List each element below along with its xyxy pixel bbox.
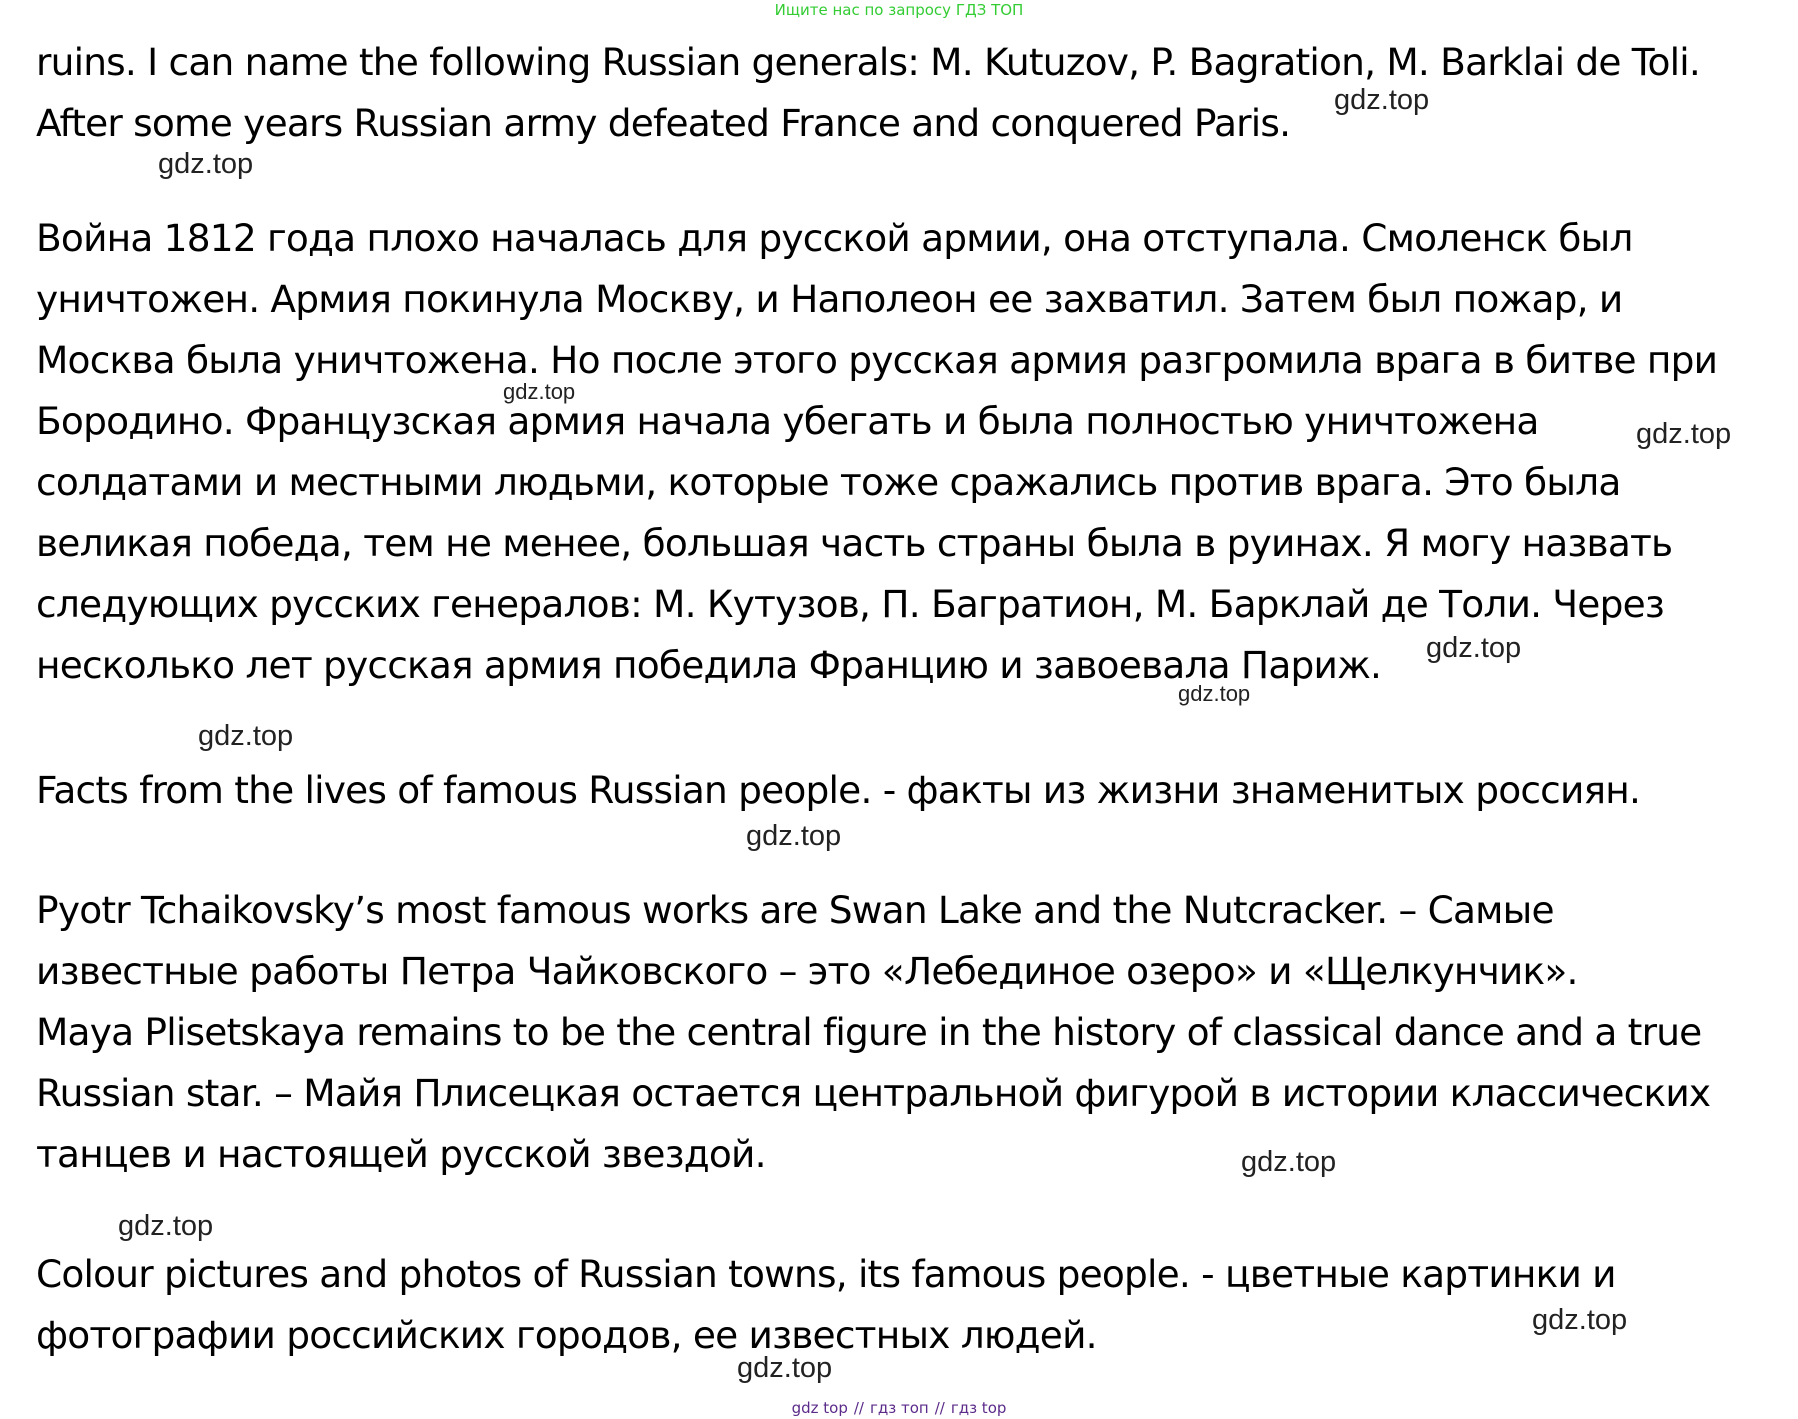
watermark: gdz.top <box>1426 632 1522 664</box>
text-line: известные работы Петра Чайковского – это «Лебединое озеро» и «Щелкунчик». <box>36 949 1578 993</box>
watermark: gdz.top <box>746 820 842 852</box>
text-line: Война 1812 года плохо началась для русской армии, она отступала. Смоленск был <box>36 216 1633 260</box>
text-line: солдатами и местными людьми, которые тоже сражались против врага. Это была <box>36 460 1621 504</box>
text-line: Бородино. Французская армия начала убегать и была полностью уничтожена <box>36 399 1539 443</box>
watermark: gdz.top <box>737 1352 833 1384</box>
watermark: gdz.top <box>1636 418 1732 450</box>
footer-link[interactable]: гдз топ <box>869 1399 929 1417</box>
paragraph-famous-people <box>36 880 1776 1185</box>
text-line: следующих русских генералов: М. Кутузов, П. Багратион, М. Барклай де Толи. Через <box>36 582 1664 626</box>
text-line: Москва была уничтожена. Но после этого русская армия разгромила врага в битве при <box>36 338 1718 382</box>
paragraph-russian-war-1812 <box>36 208 1776 696</box>
text-line: Colour pictures and photos of Russian towns, its famous people. - цветные картинки и <box>36 1252 1616 1296</box>
text-line: Facts from the lives of famous Russian people. - факты из жизни знаменитых россиян. <box>36 768 1641 812</box>
paragraph-colour-pictures <box>36 1244 1776 1366</box>
footer-separator: // <box>853 1399 864 1417</box>
footer-link[interactable]: гдз top <box>950 1399 1007 1417</box>
text-line: Maya Plisetskaya remains to be the central figure in the history of classical dance and a true <box>36 1010 1702 1054</box>
paragraph-facts-heading <box>36 760 1776 821</box>
text-line: несколько лет русская армия победила Францию и завоевала Париж. <box>36 643 1382 687</box>
text-line: танцев и настоящей русской звездой. <box>36 1132 766 1176</box>
watermark: gdz.top <box>1334 84 1430 116</box>
watermark: gdz.top <box>198 720 294 752</box>
text-line: ruins. I can name the following Russian generals: M. Kutuzov, P. Bagration, M. Barklai de Toli. <box>36 40 1700 84</box>
watermark: gdz.top <box>1178 681 1251 706</box>
text-line: Russian star. – Майя Плисецкая остается центральной фигурой в истории классических <box>36 1071 1711 1115</box>
watermark: gdz.top <box>1241 1146 1337 1178</box>
watermark: gdz.top <box>158 148 254 180</box>
footer-links <box>0 1399 1798 1417</box>
footer-separator: // <box>934 1399 945 1417</box>
paragraph-english-generals <box>36 32 1776 154</box>
search-hint-link[interactable]: Ищите нас по запросу ГДЗ ТОП <box>774 1 1024 19</box>
text-line: уничтожен. Армия покинула Москву, и Наполеон ее захватил. Затем был пожар, и <box>36 277 1623 321</box>
watermark: gdz.top <box>118 1210 214 1242</box>
text-line: фотографии российских городов, ее известных людей. <box>36 1313 1097 1357</box>
watermark: gdz.top <box>503 379 576 404</box>
text-line: Pyotr Tchaikovsky’s most famous works are Swan Lake and the Nutcracker. – Самые <box>36 888 1554 932</box>
text-line: After some years Russian army defeated France and conquered Paris. <box>36 101 1291 145</box>
footer-link[interactable]: gdz top <box>791 1399 848 1417</box>
text-line: великая победа, тем не менее, большая часть страны была в руинах. Я могу назвать <box>36 521 1673 565</box>
watermark: gdz.top <box>1532 1304 1628 1336</box>
